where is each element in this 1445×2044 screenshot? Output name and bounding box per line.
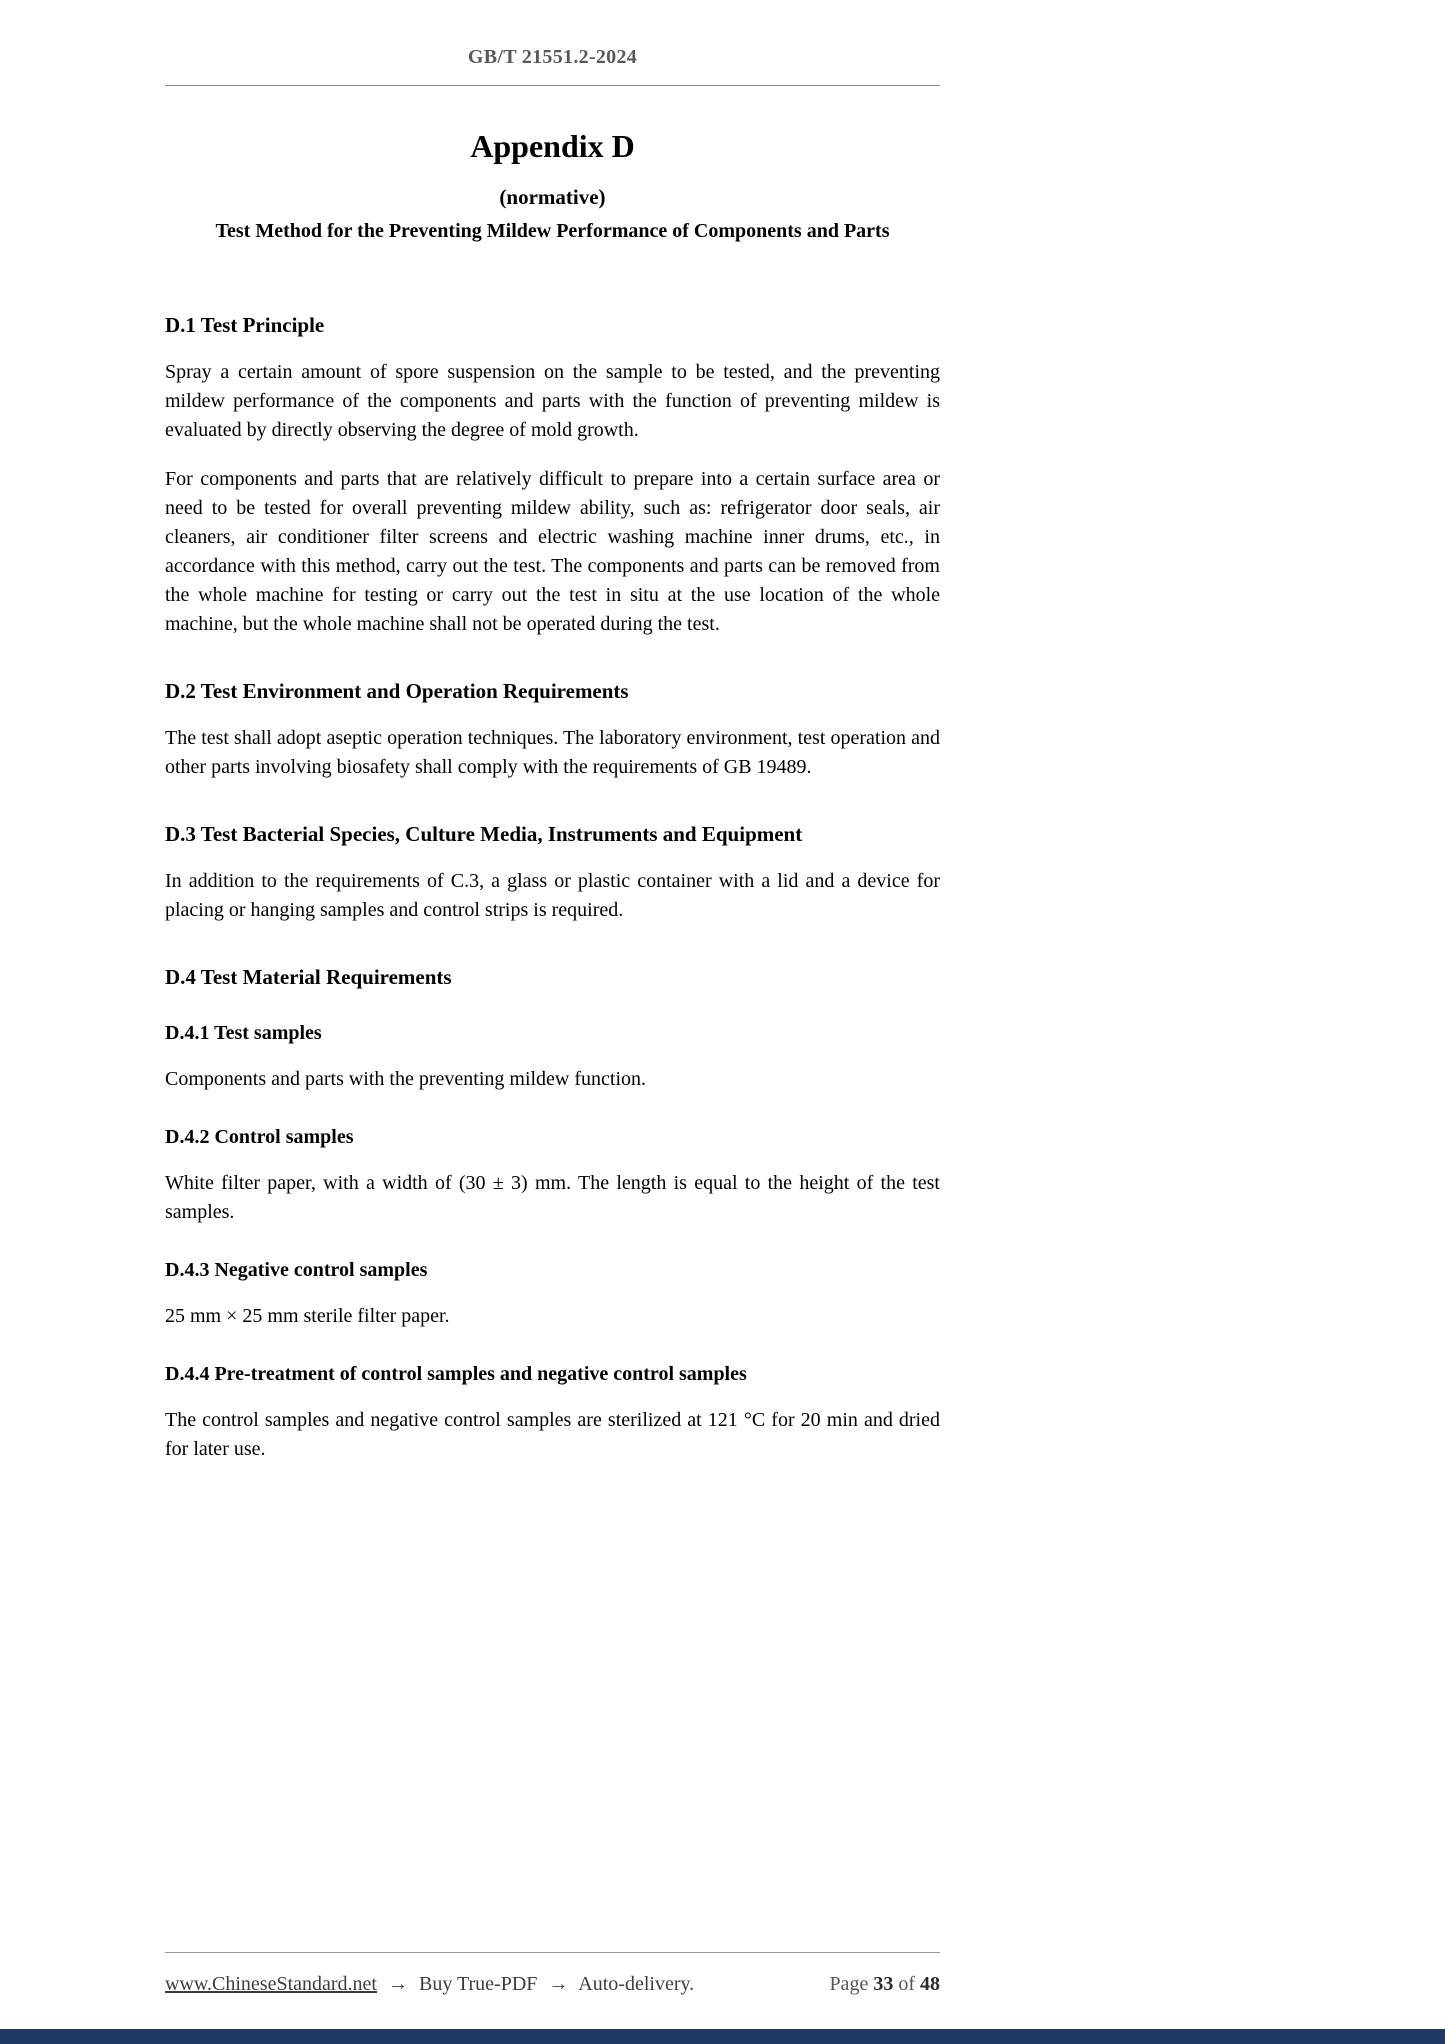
arrow-right-icon: → — [548, 1973, 569, 1995]
paragraph: 25 mm × 25 mm sterile filter paper. — [165, 1305, 450, 1327]
section-heading-d1: D.1 Test Principle — [165, 313, 325, 337]
footer-rule — [165, 1952, 940, 1953]
header-rule — [165, 85, 940, 86]
section-d4-1 — [165, 1022, 940, 1094]
section-heading-d2: D.2 Test Environment and Operation Requirements — [165, 679, 629, 703]
section-heading-d4-1: D.4.1 Test samples — [165, 1022, 322, 1044]
section-d2 — [165, 679, 940, 782]
arrow-right-icon: → — [388, 1973, 408, 1995]
page-current: 33 — [873, 1973, 894, 1995]
footer-row — [165, 1973, 940, 1996]
page-total: 48 — [920, 1973, 940, 1995]
section-heading-d4: D.4 Test Material Requirements — [165, 965, 452, 989]
footer-left — [165, 1973, 700, 1996]
paragraph: Spray a certain amount of spore suspension on the sample to be tested, and the preventing mildew performance of the components and parts with the function of preventing mildew is evaluated by directly observing the degree of mold growth. — [165, 361, 940, 441]
paragraph: For components and parts that are relatively difficult to prepare into a certain surface area or need to be tested for overall preventing mildew ability, such as: refrigerator door seals, air cleaners, air conditioner filter screens and electric washing machine inner drums, etc., in accordance with this method, carry out the test. The components and parts can be removed from the whole machine for testing or carry out the test in situ at the use location of the whole machine, but the whole machine shall not be operated during the test. — [165, 468, 940, 635]
section-heading-d4-4: D.4.4 Pre-treatment of control samples and negative control samples — [165, 1363, 747, 1385]
section-d4 — [165, 965, 940, 990]
section-d1 — [165, 313, 940, 639]
section-d3 — [165, 822, 940, 925]
page-label: Page — [829, 1973, 869, 1995]
footer-buy-text: Buy True-PDF — [419, 1973, 538, 1995]
appendix-subtitle: Test Method for the Preventing Mildew Performance of Components and Parts — [215, 220, 890, 242]
section-heading-d3: D.3 Test Bacterial Species, Culture Media, Instruments and Equipment — [165, 822, 803, 846]
footer-site-link[interactable]: www.ChineseStandard.net — [165, 1973, 377, 1995]
section-d4-4 — [165, 1363, 940, 1464]
paragraph: In addition to the requirements of C.3, a glass or plastic container with a lid and a device for placing or hanging samples and control strips is required. — [165, 870, 940, 921]
page-number — [829, 1973, 940, 1996]
section-heading-d4-3: D.4.3 Negative control samples — [165, 1259, 428, 1281]
bottom-accent-bar — [0, 2029, 1445, 2044]
title-block — [165, 128, 940, 243]
doc-number: GB/T 21551.2-2024 — [467, 46, 638, 68]
section-d4-2 — [165, 1126, 940, 1227]
page-footer — [165, 1952, 940, 1996]
footer-delivery-text: Auto-delivery. — [578, 1973, 695, 1995]
paragraph: The test shall adopt aseptic operation techniques. The laboratory environment, test operation and other parts involving biosafety shall comply with the requirements of GB 19489. — [165, 727, 940, 778]
paragraph: The control samples and negative control samples are sterilized at 121 °C for 20 min and dried for later use. — [165, 1409, 940, 1460]
appendix-title: Appendix D — [470, 128, 635, 164]
of-label: of — [898, 1973, 915, 1995]
section-d4-3 — [165, 1259, 940, 1331]
normative-label: (normative) — [499, 185, 606, 209]
paragraph: White filter paper, with a width of (30 ± 3) mm. The length is equal to the height of the test samples. — [165, 1172, 940, 1223]
section-heading-d4-2: D.4.2 Control samples — [165, 1126, 354, 1148]
paragraph: Components and parts with the preventing mildew function. — [165, 1068, 647, 1090]
